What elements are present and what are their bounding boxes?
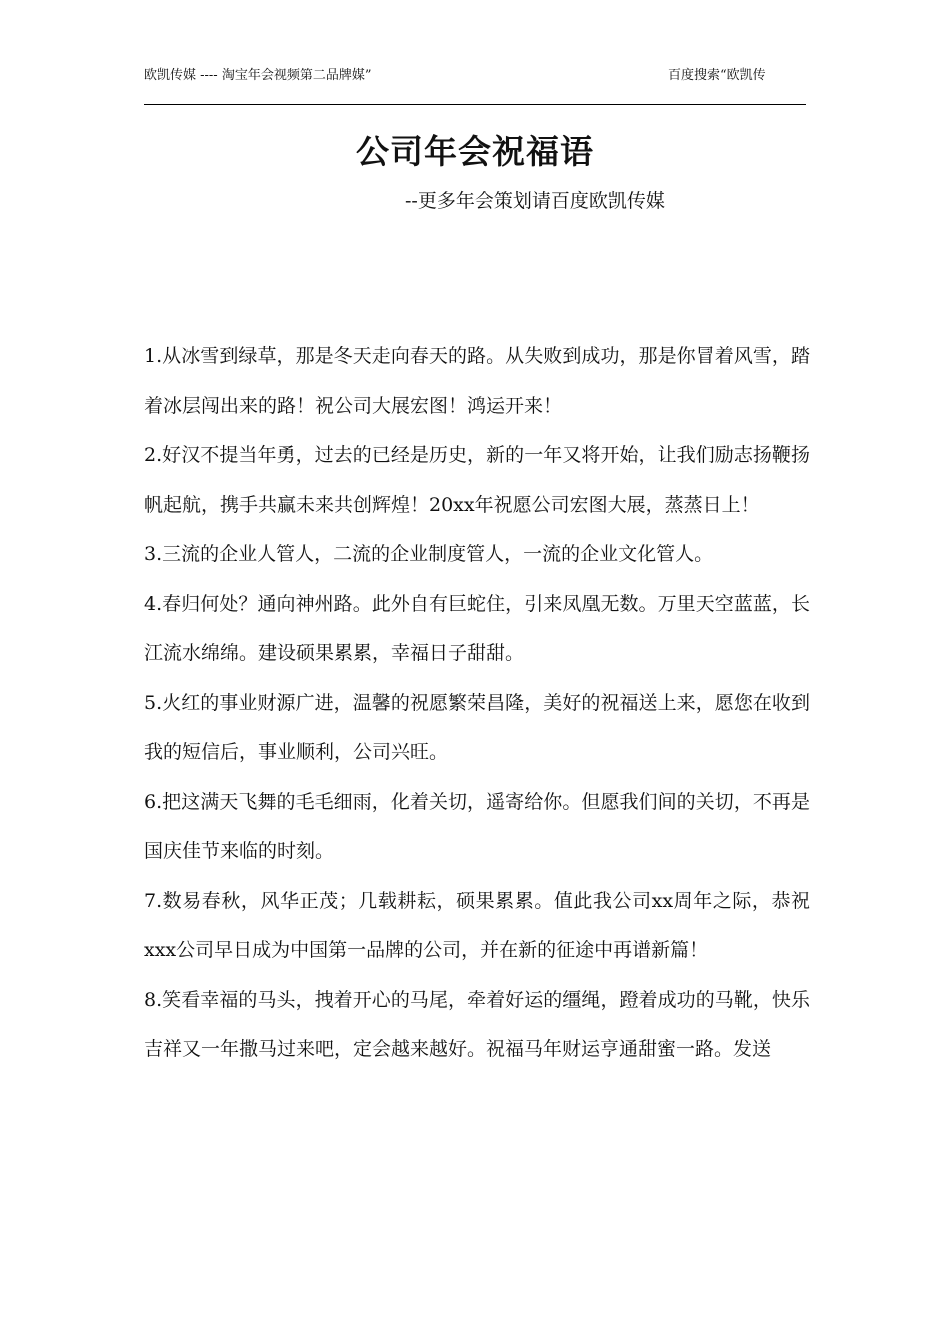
document-title: 公司年会祝福语: [356, 132, 594, 171]
header-left-text: 欧凯传媒 ---- 淘宝年会视频第二品牌媒”: [144, 68, 372, 83]
blessing-item-1: 1.从冰雪到绿草，那是冬天走向春天的路。从失败到成功，那是你冒着风雪，踏着冰层闯出来的路！祝公司大展宏图！鸿运开来！: [144, 345, 810, 417]
blessing-item-4: 4.春归何处？通向神州路。此外自有巨蛇住，引来凤凰无数。万里天空蓝蓝，长江流水绵绵。建设硕果累累，幸福日子甜甜。: [144, 592, 810, 664]
blessing-item-8: 8.笑看幸福的马头，拽着开心的马尾，牵着好运的缰绳，蹬着成功的马靴，快乐吉祥又一年撒马过来吧，定会越来越好。祝福马年财运亨通甜蜜一路。发送: [144, 988, 810, 1060]
blessing-item-6: 6.把这满天飞舞的毛毛细雨，化着关切，遥寄给你。但愿我们间的关切，不再是国庆佳节来临的时刻。: [144, 790, 810, 862]
blessing-item-7: 7.数易春秋，风华正茂；几载耕耘，硕果累累。值此我公司xx周年之际，恭祝xxx公司早日成为中国第一品牌的公司，并在新的征途中再谱新篇！: [144, 889, 810, 961]
page-header: [144, 66, 806, 105]
header-right-text: 百度搜索“欧凯传: [668, 68, 766, 83]
blessing-list: [144, 332, 810, 1075]
blessing-item-3: 3.三流的企业人管人，二流的企业制度管人，一流的企业文化管人。: [144, 543, 714, 565]
blessing-item-5: 5.火红的事业财源广进，温馨的祝愿繁荣昌隆，美好的祝福送上来，愿您在收到我的短信后，事业顺利，公司兴旺。: [144, 691, 810, 763]
document-subtitle: --更多年会策划请百度欧凯传媒: [405, 190, 665, 212]
blessing-item-2: 2.好汉不提当年勇，过去的已经是历史，新的一年又将开始，让我们励志扬鞭扬帆起航，携手共赢未来共创辉煌！20xx年祝愿公司宏图大展，蒸蒸日上！: [144, 444, 810, 516]
